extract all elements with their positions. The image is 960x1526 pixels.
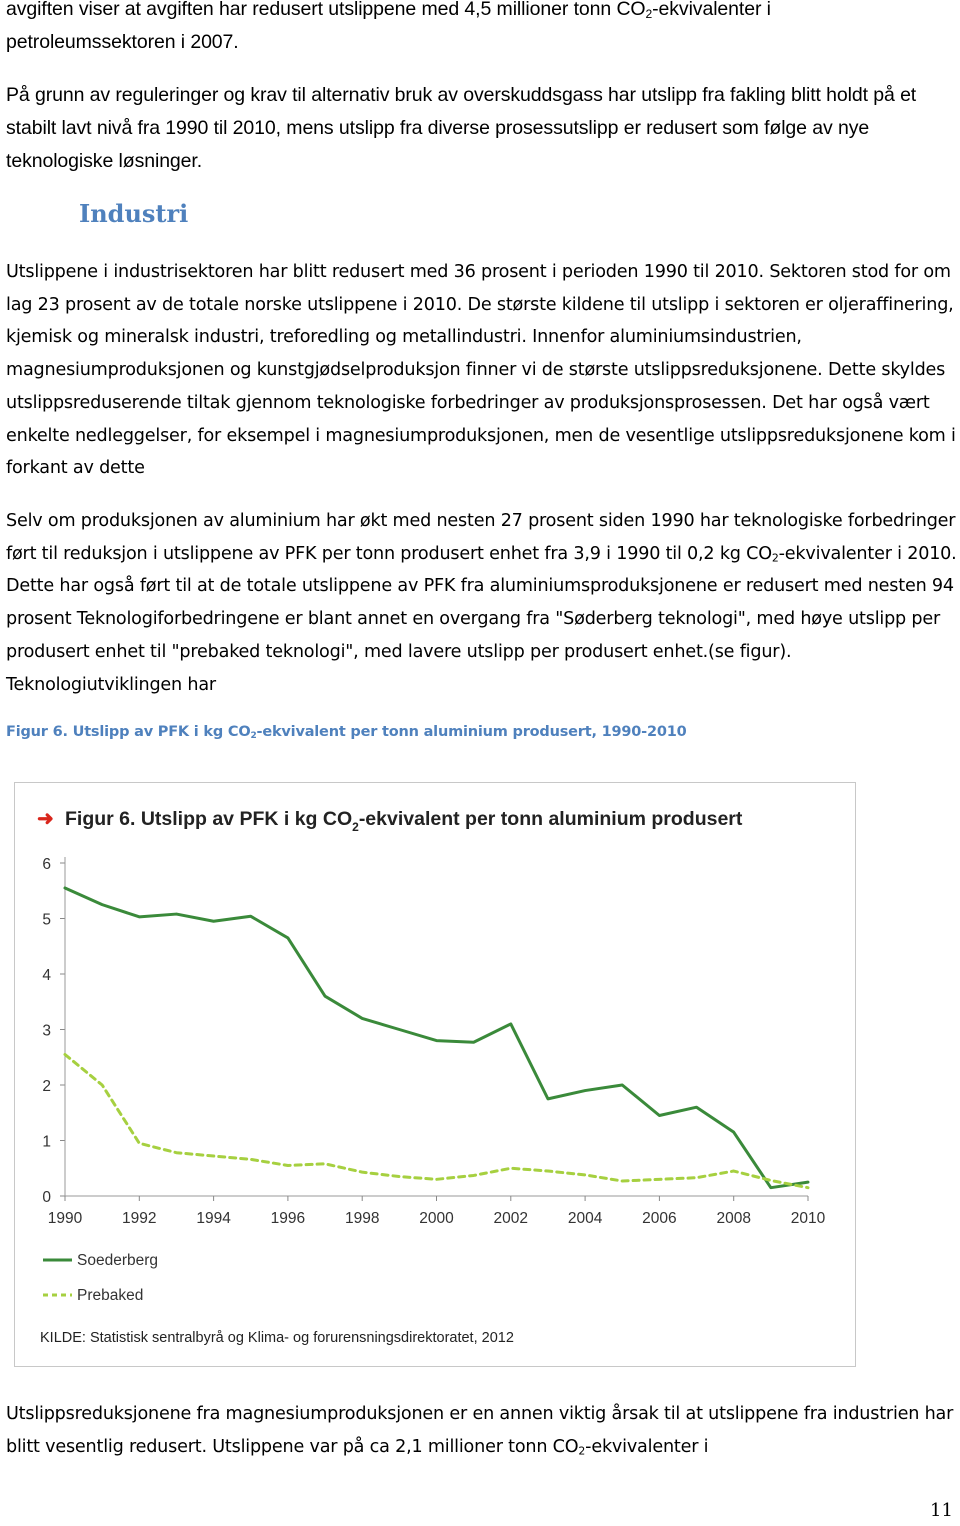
- section-heading-industri: Industri: [79, 199, 189, 228]
- subscript-co2: 2: [250, 731, 257, 742]
- paragraph-fakling: På grunn av reguleringer og krav til alternativ bruk av overskuddsgass har utslipp fra fakling blitt holdt på et stabilt lavt nivå fra 1990 til 2010, mens utslipp fra diverse prosessutslipp er redusert som følge av nye teknologiske løsninger.: [6, 84, 917, 172]
- line-chart-svg: [15, 783, 855, 1366]
- x-tick-label: 2004: [567, 1210, 603, 1227]
- legend-label-prebaked: Prebaked: [77, 1287, 144, 1304]
- chart-title: Figur 6. Utslipp av PFK i kg $CO_2$-ekvivalent per tonn aluminium produsert: [65, 808, 743, 834]
- figure-caption-text-b: -ekvivalent per tonn aluminium produsert, 1990-2010: [256, 724, 687, 740]
- x-tick-label: 2006: [642, 1210, 677, 1227]
- x-tick-label: 1990: [47, 1210, 83, 1227]
- subscript-co2: 2: [771, 551, 779, 565]
- paragraph-intro-text-end: -ekvivalenter i: [652, 0, 771, 20]
- paragraph-magnesium-text-b: -ekvivalenter i: [585, 1436, 709, 1457]
- paragraph-intro-line2: petroleumssektoren i 2007.: [6, 31, 239, 53]
- y-tick-label: 1: [42, 1133, 51, 1151]
- x-tick-label: 1994: [196, 1210, 231, 1227]
- y-tick-label: 3: [42, 1022, 51, 1040]
- x-tick-label: 2002: [493, 1210, 529, 1227]
- x-tick-label: 1996: [270, 1210, 306, 1227]
- paragraph-magnesium-text-a: Utslippsreduksjonene fra magnesiumproduksjonen er en annen viktig årsak til at utslippene fra industrien har blitt vesentlig redusert. Utslippene var på ca 2,1 millioner tonn CO: [6, 1404, 954, 1457]
- y-tick-label: 2: [42, 1078, 51, 1095]
- y-tick-label: 5: [42, 911, 51, 929]
- y-tick-label: 0: [42, 1189, 51, 1206]
- legend-label-soederberg: Soederberg: [77, 1252, 159, 1269]
- paragraph-intro: [6, 0, 958, 59]
- series-line-prebaked: [65, 1054, 808, 1187]
- paragraph-industri: Utslippene i industrisektoren har blitt redusert med 36 prosent i perioden 1990 til 2010. Sektoren stod for om lag 23 prosent av de totale norske utslippene i 2010. De største kildene til utslipp i sektoren er oljeraffinering, kjemisk og mineralsk industri, treforedling og metallindustri. Innenfor aluminiumsindustrien, magnesiumproduksjonen og kunstgjødselproduksjon finner vi de største utslippsreduksjonene. Dette skyldes utslippsreduserende tiltak gjennom teknologiske forbedringer av produksjonsprosessen. Det har også vært enkelte nedleggelser, for eksempel i magnesiumproduksjonen, men de vesentlige utslippsreduksjonene kom i forkant av dette: [6, 262, 956, 479]
- paragraph-aluminium-text-a: Selv om produksjonen av aluminium har økt med nesten 27 prosent siden 1990 har teknologiske forbedringer ført til reduksjon i utslippene av PFK per tonn produsert enhet fra 3,9 i 1990 til 0,2 kg CO: [6, 511, 956, 564]
- series-line-soederberg: [65, 888, 808, 1188]
- paragraph-magnesium: [6, 1398, 958, 1463]
- figure-caption: [6, 724, 687, 740]
- subscript-co2: 2: [578, 1444, 586, 1458]
- chart-title-arrow-icon: ➜: [37, 808, 54, 830]
- x-tick-label: 2010: [790, 1210, 826, 1227]
- x-tick-label: 1992: [122, 1210, 157, 1227]
- line-chart: [14, 782, 856, 1367]
- subscript-co2: 2: [645, 7, 653, 22]
- paragraph-aluminium: [6, 505, 958, 701]
- figure-caption-text-a: Figur 6. Utslipp av PFK i kg CO: [6, 724, 251, 740]
- paragraph-intro-text: avgiften viser at avgiften har redusert utslippene med 4,5 millioner tonn CO: [6, 0, 646, 20]
- y-tick-label: 4: [42, 967, 51, 984]
- x-tick-label: 2008: [716, 1210, 751, 1227]
- page-number: 11: [930, 1500, 953, 1521]
- chart-source: KILDE: Statistisk sentralbyrå og Klima- og forurensningsdirektoratet, 2012: [40, 1330, 514, 1346]
- x-tick-label: 2000: [419, 1210, 454, 1227]
- y-tick-label: 6: [42, 856, 51, 873]
- x-tick-label: 1998: [344, 1210, 380, 1227]
- paragraph-aluminium-text-b: -ekvivalenter i 2010. Dette har også ført til at de totale utslippene av PFK fra aluminiumsproduksjonene er redusert med nesten 94 prosent Teknologiforbedringene er blant annet en overgang fra "Søderberg teknologi", med høye utslipp per produsert enhet til "prebaked teknologi", med lavere utslipp per produsert enhet.(se figur). Teknologiutviklingen har: [6, 543, 957, 695]
